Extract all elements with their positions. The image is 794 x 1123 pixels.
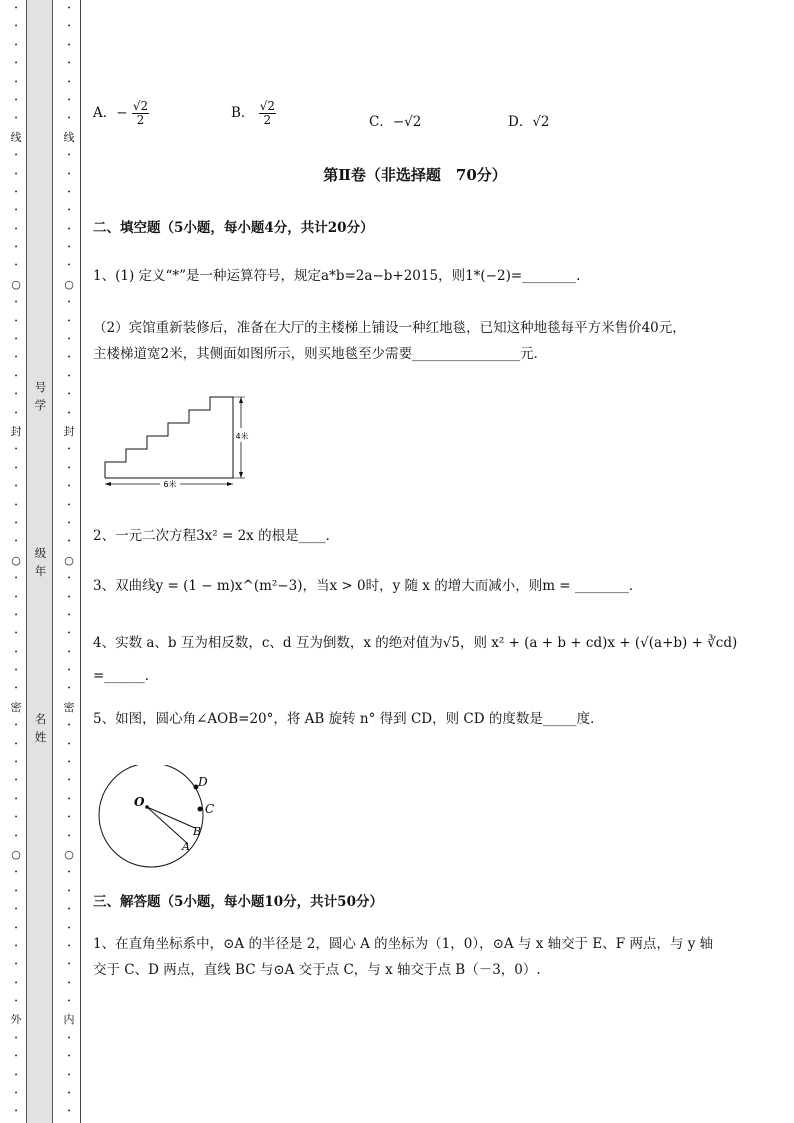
outer-perforation-dot: •	[14, 409, 18, 417]
inner-perforation-dot: •	[67, 777, 71, 785]
inner-perforation-dot: •	[67, 1108, 71, 1116]
outer-perforation-dot: •	[14, 1071, 18, 1079]
inner-perforation-dot: •	[67, 60, 71, 68]
inner-perforation-dot: •	[67, 979, 71, 987]
outer-perforation-dot: •	[14, 501, 18, 509]
inner-perforation-dot: •	[67, 225, 71, 233]
option-d: D．√2	[508, 114, 550, 130]
inner-perforation-dot: •	[67, 41, 71, 49]
option-c: C．−√2	[369, 114, 422, 130]
outer-perforation-dot: •	[14, 887, 18, 895]
outer-perforation-dot: •	[14, 483, 18, 491]
inner-perforation-dot: •	[67, 5, 71, 12]
q3-text: 3、双曲线y = (1 − m)x^(m²−3)，当x > 0时，y 随 x 的增大而减小，则m = ________．	[93, 578, 643, 594]
inner-perforation-dot: •	[67, 942, 71, 950]
outer-perforation-dot: •	[14, 225, 18, 233]
outer-perforation-dot: •	[14, 41, 18, 49]
outer-perforation-dot: •	[14, 152, 18, 160]
outer-perforation-dot: •	[14, 1108, 18, 1116]
inner-perforation-dot: •	[67, 152, 71, 160]
section3-heading: 三、解答题（5小题，每小题10分，共计50分）	[93, 894, 383, 910]
inner-perforation-label: 内	[63, 1013, 75, 1027]
staircase-figure	[100, 388, 260, 490]
inner-perforation-dot: •	[67, 611, 71, 619]
inner-perforation-dot: •	[67, 575, 71, 583]
outer-perforation-dot: •	[14, 979, 18, 987]
inner-perforation-dot: •	[67, 78, 71, 86]
s3q1-line2: 交于 C、D 两点，直线 BC 与⊙A 交于点 C，与 x 轴交于点 B（－3，0）.	[93, 962, 541, 978]
inner-perforation-dot: •	[67, 446, 71, 454]
outer-perforation-dot: •	[14, 207, 18, 215]
outer-perforation-dot: •	[14, 1053, 18, 1061]
inner-perforation-dot: •	[67, 1034, 71, 1042]
inner-perforation-dot: •	[67, 317, 71, 325]
outer-perforation-label: 封	[10, 424, 22, 438]
inner-perforation-dot: •	[67, 464, 71, 472]
inner-perforation-label: ○	[64, 847, 74, 861]
option-a-fraction	[132, 100, 149, 127]
outer-perforation-dot: •	[14, 464, 18, 472]
inner-perforation-dot: •	[67, 593, 71, 601]
outer-perforation-dot: •	[14, 667, 18, 675]
outer-perforation-dot: •	[14, 170, 18, 178]
outer-perforation-dot: •	[14, 244, 18, 252]
label-o: O	[134, 795, 145, 809]
outer-perforation-dot: •	[14, 759, 18, 767]
label-d: D	[198, 775, 208, 789]
inner-perforation-dot: •	[67, 759, 71, 767]
inner-perforation-dot: •	[67, 391, 71, 399]
outer-perforation-dot: •	[14, 777, 18, 785]
outer-perforation-dot: •	[14, 575, 18, 583]
inner-perforation-dot: •	[67, 519, 71, 527]
part2-title: 第Ⅱ卷（非选择题 70分）	[323, 166, 507, 184]
inner-perforation-dot: •	[67, 998, 71, 1006]
q2-text: 2、一元二次方程3x² = 2x 的根是____．	[93, 528, 340, 544]
inner-perforation-dot: •	[67, 299, 71, 307]
inner-perforation-dot: •	[67, 483, 71, 491]
height-label: 4米	[235, 432, 249, 441]
inner-perforation-dot: •	[67, 722, 71, 730]
inner-perforation-dot: •	[67, 961, 71, 969]
outer-perforation-dot: •	[14, 630, 18, 638]
section2-heading: 二、填空题（5小题，每小题4分，共计20分）	[93, 220, 374, 236]
outer-perforation-dot: •	[14, 869, 18, 877]
inner-perforation-dot: •	[67, 630, 71, 638]
inner-perforation-dot: •	[67, 814, 71, 822]
inner-perforation-dot: •	[67, 1090, 71, 1098]
inner-perforation-dot: •	[67, 1053, 71, 1061]
outer-perforation-dot: •	[14, 60, 18, 68]
outer-perforation-dot: •	[14, 519, 18, 527]
q4-line2: =______．	[93, 668, 159, 684]
outer-perforation-label: ○	[11, 277, 21, 291]
outer-perforation-dot: •	[14, 832, 18, 840]
outer-perforation-dot: •	[14, 1034, 18, 1042]
staircase-outline	[105, 397, 233, 478]
outer-perforation-dot: •	[14, 188, 18, 196]
outer-perforation-dot: •	[14, 336, 18, 344]
label-a: A	[182, 840, 190, 853]
inner-perforation-dot: •	[67, 170, 71, 178]
outer-perforation-dot: •	[14, 299, 18, 307]
outer-perforation-dot: •	[14, 924, 18, 932]
inner-perforation-dot: •	[67, 795, 71, 803]
inner-perforation-label: 线	[63, 130, 75, 144]
q4-line1: 4、实数 a、b 互为相反数，c、d 互为倒数，x 的绝对值为√5，则 x² + (a + b + cd)x + (√(a+b) + ∛cd)	[93, 635, 738, 651]
q5-text: 5、如图，圆心角∠AOB=20°，将 AB 旋转 n° 得到 CD，则 CD 的度数是_____度．	[93, 711, 604, 727]
option-a-denominator: 2	[136, 113, 145, 127]
inner-perforation-dot: •	[67, 372, 71, 380]
outer-perforation-dot: •	[14, 372, 18, 380]
inner-perforation-dot: •	[67, 832, 71, 840]
outer-perforation-dot: •	[14, 795, 18, 803]
outer-perforation-dot: •	[14, 685, 18, 693]
outer-perforation-dot: •	[14, 961, 18, 969]
outer-perforation-dot: •	[14, 722, 18, 730]
q1-part2-line1: （2）宾馆重新装修后，准备在大厅的主楼梯上铺设一种红地毯，已知这种地毯每平方米售价40元，	[93, 320, 686, 336]
inner-perforation-dot: •	[67, 538, 71, 546]
option-b-denominator: 2	[263, 113, 272, 127]
option-b-label: B．	[231, 105, 255, 121]
inner-perforation-dot: •	[67, 96, 71, 104]
q1-part2-line2: 主楼梯道宽2米，其侧面如图所示，则买地毯至少需要________________元．	[93, 346, 548, 362]
inner-perforation-label: 封	[63, 424, 75, 438]
option-a	[93, 100, 149, 127]
outer-perforation-dot: •	[14, 96, 18, 104]
point-c	[198, 807, 203, 812]
inner-perforation-dot: •	[67, 924, 71, 932]
inner-perforation-dot: •	[67, 501, 71, 509]
inner-perforation-dot: •	[67, 354, 71, 362]
option-b-numerator: √2	[259, 99, 275, 113]
outer-perforation-label: ○	[11, 847, 21, 861]
inner-perforation-label: ○	[64, 277, 74, 291]
q1-part1: 1、(1) 定义“*”是一种运算符号，规定a*b=2a−b+2015，则1*(−2)=________.	[93, 268, 581, 284]
inner-perforation-dot: •	[67, 685, 71, 693]
outer-perforation-label: 线	[10, 130, 22, 144]
circle-figure	[92, 765, 232, 869]
outer-perforation-dot: •	[14, 317, 18, 325]
inner-perforation-dot: •	[67, 262, 71, 270]
outer-perforation-label: ○	[11, 553, 21, 567]
inner-perforation-dot: •	[67, 1071, 71, 1079]
field-grade-text: 级年	[34, 546, 47, 578]
outer-perforation-dot: •	[14, 611, 18, 619]
inner-perforation-dot: •	[67, 648, 71, 656]
outer-perforation-dot: •	[14, 538, 18, 546]
inner-perforation-dot: •	[67, 244, 71, 252]
outer-perforation-dot: •	[14, 1090, 18, 1098]
inner-perforation-dot: •	[67, 740, 71, 748]
s3q1-line1: 1、在直角坐标系中，⊙A 的半径是 2，圆心 A 的坐标为（1，0），⊙A 与 x 轴交于 E、F 两点，与 y 轴	[93, 936, 714, 952]
outer-perforation-label: 密	[10, 700, 22, 714]
outer-perforation-dot: •	[14, 446, 18, 454]
inner-perforation-dot: •	[67, 336, 71, 344]
outer-perforation-dot: •	[14, 5, 18, 12]
inner-perforation-dot: •	[67, 667, 71, 675]
outer-perforation-dot: •	[14, 740, 18, 748]
inner-perforation-dot: •	[67, 409, 71, 417]
option-a-numerator: √2	[132, 99, 149, 113]
field-name-text: 名姓	[34, 712, 47, 744]
inner-perforation-label: ○	[64, 553, 74, 567]
radius-ob	[147, 807, 195, 828]
outer-perforation-dot: •	[14, 262, 18, 270]
label-c: C	[205, 802, 215, 816]
inner-perforation-dot: •	[67, 887, 71, 895]
option-b-fraction	[259, 100, 276, 127]
inner-perforation-label: 密	[63, 700, 75, 714]
outer-perforation-dot: •	[14, 906, 18, 914]
inner-perforation-dot: •	[67, 869, 71, 877]
outer-perforation-dot: •	[14, 354, 18, 362]
label-b: B	[193, 825, 202, 838]
outer-perforation-dot: •	[14, 998, 18, 1006]
outer-perforation-dot: •	[14, 814, 18, 822]
inner-perforation-dot: •	[67, 23, 71, 31]
inner-perforation-dot: •	[67, 906, 71, 914]
option-a-label: A．−	[93, 105, 128, 121]
inner-perforation-dot: •	[67, 115, 71, 123]
inner-perforation-dot: •	[67, 207, 71, 215]
option-b	[231, 100, 276, 127]
outer-perforation-dot: •	[14, 648, 18, 656]
radius-oa	[147, 807, 188, 844]
outer-perforation-dot: •	[14, 23, 18, 31]
width-label: 6米	[163, 480, 177, 489]
outer-perforation-dot: •	[14, 115, 18, 123]
outer-perforation-dot: •	[14, 78, 18, 86]
outer-perforation-dot: •	[14, 942, 18, 950]
outer-perforation-dot: •	[14, 391, 18, 399]
field-student-id-text: 号学	[34, 380, 47, 412]
outer-perforation-dot: •	[14, 593, 18, 601]
outer-perforation-label: 外	[10, 1013, 22, 1027]
point-o	[145, 805, 149, 809]
inner-perforation-dot: •	[67, 188, 71, 196]
